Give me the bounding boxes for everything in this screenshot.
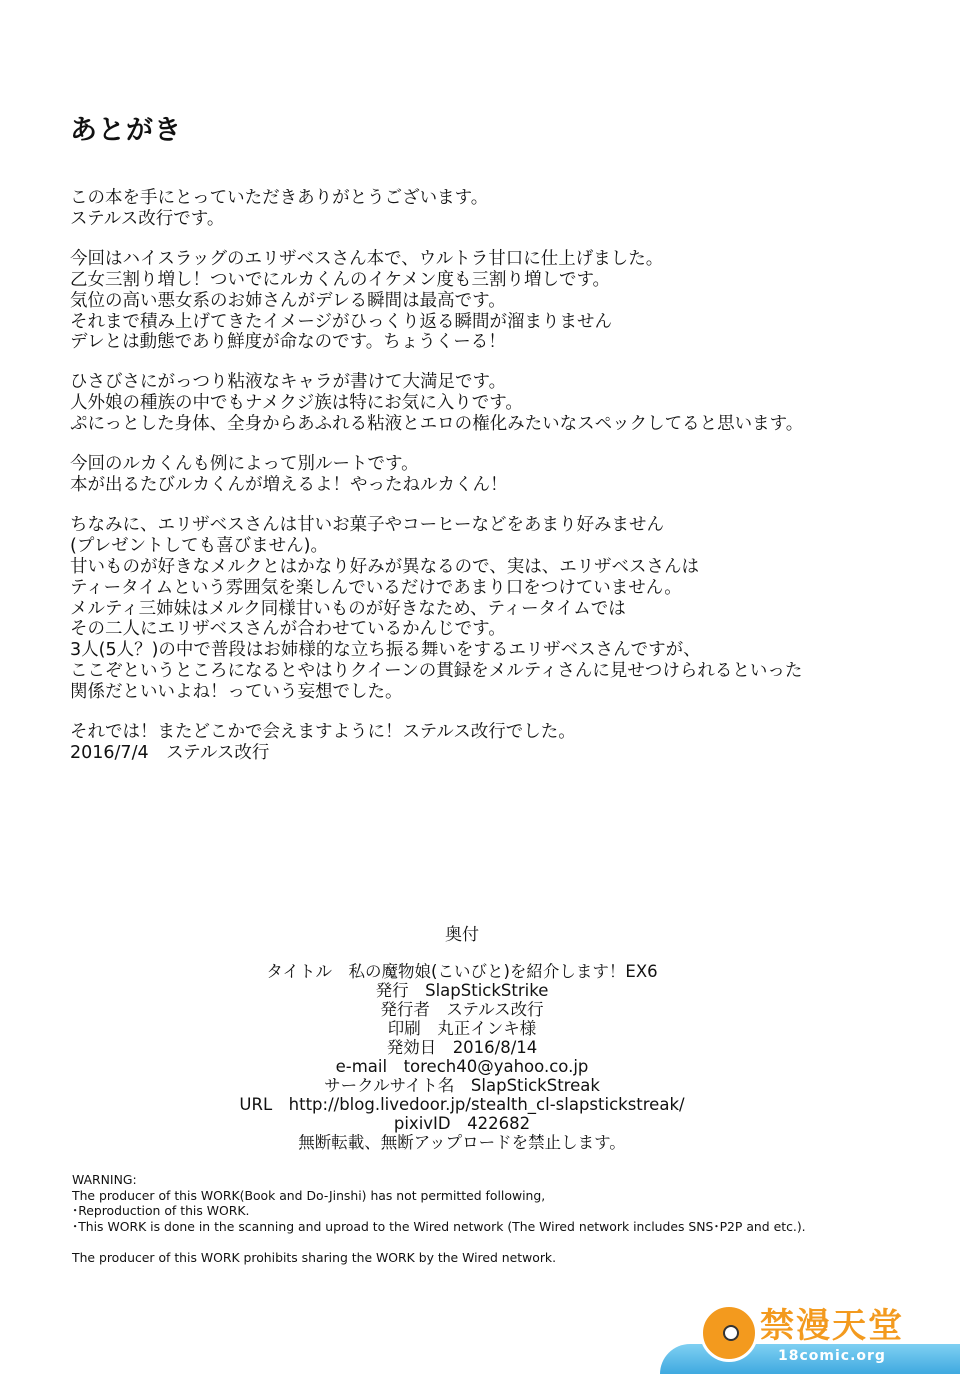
colophon-line: タイトル 私の魔物娘(こいびと)を紹介します！EX6: [266, 962, 658, 981]
text-line: ティータイムという雰囲気を楽しんでいるだけであまり口をつけていません。: [70, 577, 682, 598]
paragraph: [70, 372, 930, 435]
text-line: 気位の高い悪女系のお姉さんがデレる瞬間は最高です。: [70, 290, 506, 311]
text-line: ひさびさにがっつり粘液なキャラが書けて大満足です。: [70, 372, 507, 393]
warning-line: The producer of this WORK(Book and Do-Jinshi) has not permitted following,: [72, 1187, 546, 1203]
text-line: この本を手にとっていただきありがとうございます。: [70, 188, 489, 208]
watermark-domain: 18comic.org: [778, 1348, 886, 1364]
colophon-line: pixivID 422682: [393, 1114, 531, 1133]
warning-line: ･This WORK is done in the scanning and uproad to the Wired network (The Wired network includes SNS･P2P and etc.).: [72, 1218, 806, 1234]
colophon-title: 奥付: [445, 925, 479, 945]
warning-line: WARNING:: [72, 1172, 137, 1187]
colophon-line: 印刷 丸正インキ様: [387, 1019, 537, 1038]
copyright-warning: [72, 1172, 932, 1266]
text-line: メルティ三姉妹はメルク同様甘いものが好きなため、ティータイムでは: [70, 598, 626, 619]
text-line: 乙女三割り増し！ついでにルカくんのイケメン度も三割り増しです。: [70, 269, 611, 290]
mascot-icon: [700, 1304, 758, 1362]
text-line: その二人にエリザベスさんが合わせているかんじです。: [70, 619, 506, 640]
paragraph: [70, 454, 930, 496]
paragraph: [70, 515, 930, 703]
colophon-line: 発行 SlapStickStrike: [375, 981, 549, 1000]
paragraph: [70, 249, 930, 354]
text-line: 今回はハイスラッグのエリザベスさん本で、ウルトラ甘口に仕上げました。: [70, 248, 664, 269]
spacer: [72, 1234, 932, 1250]
colophon-url: URL http://blog.livedoor.jp/stealth_cl-slapstickstreak/: [239, 1095, 685, 1114]
colophon-email: e-mail torech40@yahoo.co.jp: [335, 1057, 589, 1076]
text-line: (プレゼントしても喜びません)。: [70, 535, 328, 556]
colophon: [0, 924, 924, 1152]
text-line: ステルス改行です。: [70, 208, 225, 229]
text-line: 3人(5人？)の中で普段はお姉様的な立ち振る舞いをするエリザベスさんですが、: [70, 640, 701, 661]
colophon-line: サークルサイト名 SlapStickStreak: [324, 1076, 600, 1095]
text-line: ちなみに、エリザベスさんは甘いお菓子やコーヒーなどをあまり好みません: [70, 514, 664, 535]
paragraph: [70, 722, 930, 764]
text-line: ここぞというところになるとやはりクイーンの貫録をメルティさんに見せつけられるといった: [70, 661, 803, 682]
text-line: それまで積み上げてきたイメージがひっくり返る瞬間が溜まりません: [70, 311, 612, 332]
warning-line: ･Reproduction of this WORK.: [72, 1203, 250, 1219]
colophon-line: 発行者 ステルス改行: [380, 1000, 544, 1019]
text-line: 今回のルカくんも例によって別ルートです。: [70, 454, 419, 475]
warning-closing: The producer of this WORK prohibits sharing the WORK by the Wired network.: [72, 1250, 557, 1266]
signature-line: 2016/7/4 ステルス改行: [70, 742, 270, 763]
eye-icon: [723, 1325, 739, 1341]
colophon-notice: 無断転載、無断アップロードを禁止します。: [298, 1133, 626, 1152]
text-line: デレとは動態であり鮮度が命なのです。ちょうくーる！: [70, 332, 506, 353]
text-line: それでは！またどこかで会えますように！ステルス改行でした。: [70, 722, 576, 743]
text-line: 人外娘の種族の中でもナメクジ族は特にお気に入りです。: [70, 393, 523, 414]
paragraph: [70, 188, 930, 230]
colophon-line: 発効日 2016/8/14: [386, 1038, 538, 1057]
text-line: 甘いものが好きなメルクとはかなり好みが異なるので、実は、エリザベスさんは: [70, 556, 699, 577]
watermark-brand: 禁漫天堂: [760, 1306, 904, 1346]
text-line: 関係だといいよね！っていう妄想でした。: [70, 682, 403, 703]
watermark-logo: [660, 1296, 960, 1374]
text-line: ぷにっとした身体、全身からあふれる粘液とエロの権化みたいなスペックしてると思います。: [70, 414, 804, 435]
afterword-body: [70, 188, 930, 783]
text-line: 本が出るたびルカくんが増えるよ！やったねルカくん！: [70, 474, 508, 495]
afterword-heading: あとがき: [70, 115, 182, 146]
